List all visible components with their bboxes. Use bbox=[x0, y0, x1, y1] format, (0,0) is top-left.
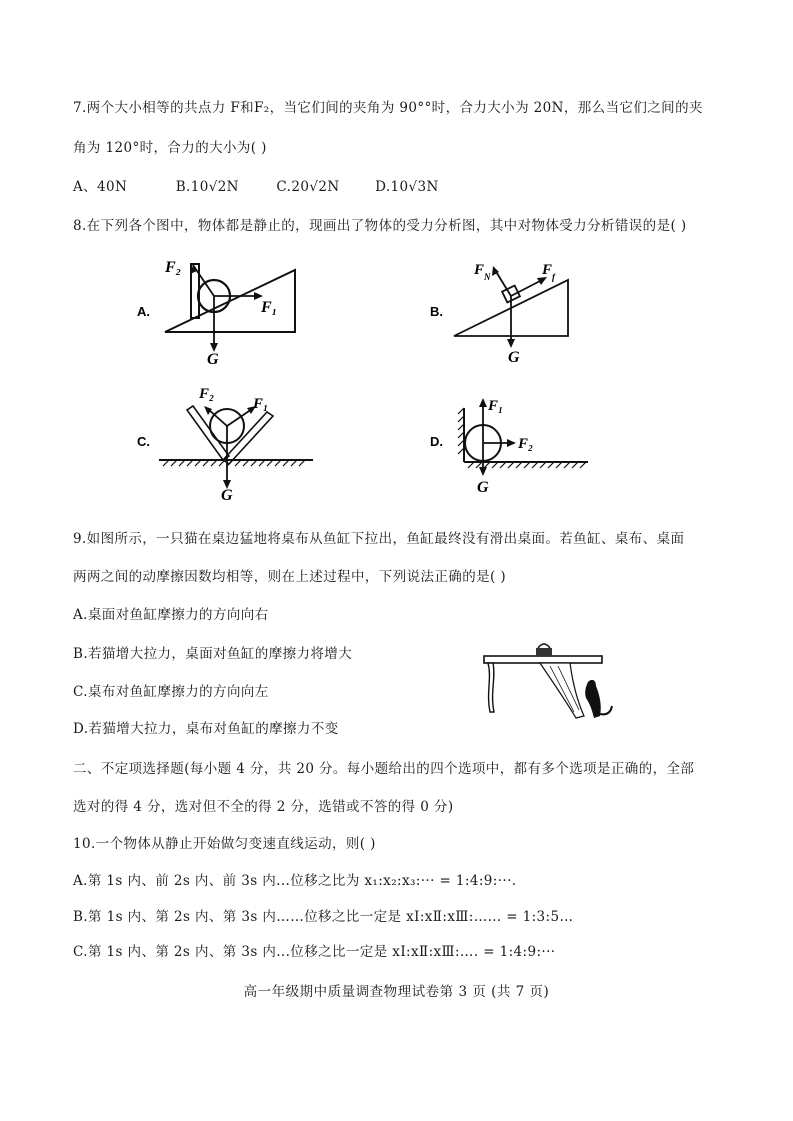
q9-stem-line2: 两两之间的动摩擦因数均相等，则在上述过程中，下列说法正确的是( ) bbox=[73, 569, 507, 585]
figure-c-label: C. bbox=[137, 434, 150, 449]
q9-stem-line1: 9.如图所示，一只猫在桌边猛地将桌布从鱼缸下拉出，鱼缸最终没有滑出桌面。若鱼缸、桌布、桌面 bbox=[73, 531, 685, 547]
force-label-f2: F₂ bbox=[165, 259, 182, 276]
q7-option-b: B.10√2N bbox=[175, 179, 239, 195]
force-label-f1: F₁ bbox=[488, 398, 504, 414]
q10-option-c: C.第 1s 内、第 2s 内、第 3s 内...位移之比一定是 xⅠ:xⅡ:xⅢ:…. = 1:4:9:··· bbox=[73, 944, 556, 960]
force-label-g: G bbox=[508, 349, 520, 366]
figure-d-label: D. bbox=[430, 434, 443, 449]
q9-option-d: D.若猫增大拉力，桌布对鱼缸的摩擦力不变 bbox=[73, 721, 339, 737]
force-label-f1: F₁ bbox=[253, 396, 269, 412]
q7-option-c: C.20√2N bbox=[276, 179, 340, 195]
force-label-g: G bbox=[207, 351, 219, 368]
table-top bbox=[484, 656, 602, 663]
q10-option-b: B.第 1s 内、第 2s 内、第 3s 内……位移之比一定是 xⅠ:xⅡ:xⅢ:…… = 1:3:5… bbox=[73, 909, 574, 925]
q9-option-a: A.桌面对鱼缸摩擦力的方向向右 bbox=[73, 607, 269, 623]
figure-d bbox=[428, 388, 593, 500]
force-label-f2: F₂ bbox=[518, 436, 534, 452]
cat bbox=[585, 680, 601, 718]
q7-option-a: A、40N bbox=[73, 179, 128, 195]
force-label-ff-sub: f bbox=[552, 272, 555, 282]
q10-option-a: A.第 1s 内、前 2s 内、前 3s 内...位移之比为 x₁:x₂:x₃:··· = 1:4:9:···. bbox=[73, 873, 517, 889]
figure-a-label: A. bbox=[137, 304, 150, 319]
q10-stem: 10.一个物体从静止开始做匀变速直线运动，则( ) bbox=[73, 836, 376, 852]
figure-c bbox=[135, 382, 315, 504]
page-footer: 高一年级期中质量调查物理试卷第 3 页 (共 7 页) bbox=[243, 984, 550, 1000]
q9-option-c: C.桌布对鱼缸摩擦力的方向向左 bbox=[73, 684, 269, 700]
table-leg bbox=[488, 663, 494, 712]
force-label-g: G bbox=[477, 479, 489, 496]
fish-tank bbox=[538, 644, 550, 648]
force-label-fn: F bbox=[474, 262, 485, 278]
fish-tank-body bbox=[536, 648, 552, 656]
q8-stem: 8.在下列各个图中，物体都是静止的，现画出了物体的受力分析图，其中对物体受力分析错误的是( ) bbox=[73, 218, 687, 234]
figure-b bbox=[428, 258, 578, 368]
force-label-g: G bbox=[221, 487, 233, 504]
q9-option-b: B.若猫增大拉力，桌面对鱼缸的摩擦力将增大 bbox=[73, 646, 353, 662]
q7-stem-line1: 7.两个大小相等的共点力 F和F₂，当它们间的夹角为 90°°时，合力大小为 20N，那么当它们之间的夹 bbox=[73, 100, 703, 116]
tablecloth bbox=[540, 663, 584, 718]
q7-stem-line2: 角为 120°时，合力的大小为( ) bbox=[73, 140, 267, 156]
force-label-ff: F bbox=[542, 262, 553, 278]
section2-line1: 二、不定项选择题(每小题 4 分，共 20 分。每小题给出的四个选项中，都有多个选项是正确的，全部 bbox=[73, 761, 695, 777]
q7-options bbox=[73, 175, 439, 195]
cat-tail bbox=[600, 706, 612, 714]
q7-option-d: D.10√3N bbox=[375, 179, 439, 195]
force-label-f1: F₁ bbox=[261, 299, 278, 316]
cat-table-illustration bbox=[480, 638, 620, 726]
figure-b-label: B. bbox=[430, 304, 443, 319]
board-right-c bbox=[223, 412, 273, 464]
force-label-fn-sub: N bbox=[484, 272, 491, 282]
force-label-f2: F₂ bbox=[199, 386, 215, 402]
section2-line2: 选对的得 4 分，选对但不全的得 2 分，选错或不答的得 0 分) bbox=[73, 799, 454, 815]
figure-a bbox=[135, 250, 310, 370]
